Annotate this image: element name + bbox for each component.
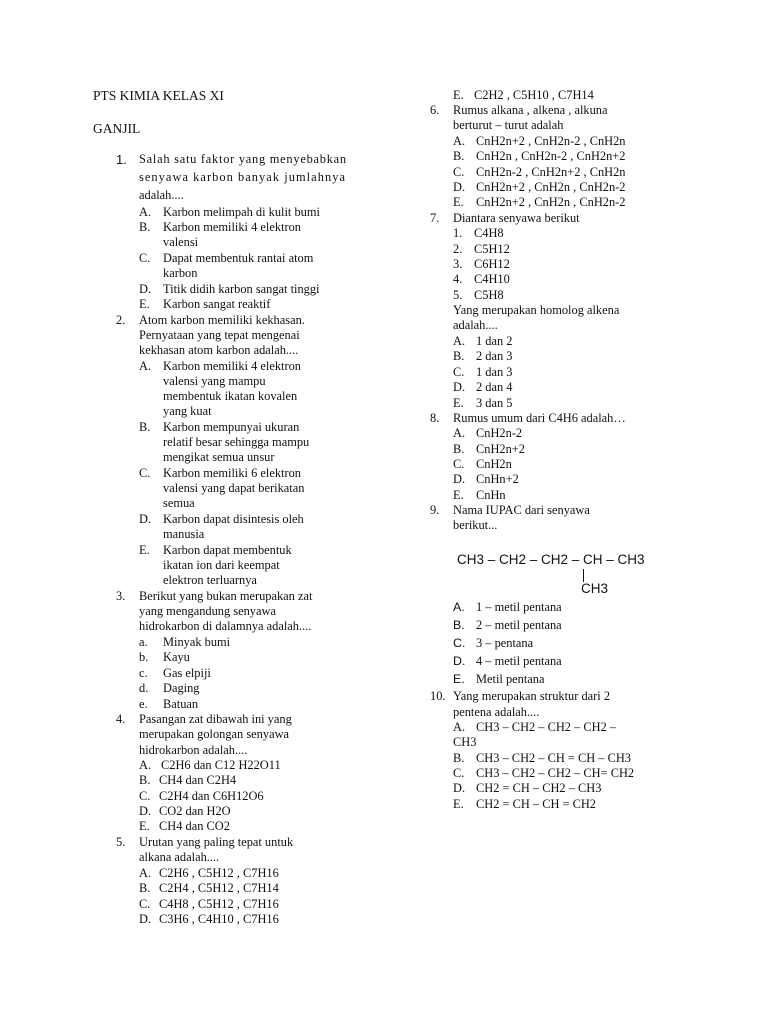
option-text: valensi bbox=[163, 235, 199, 249]
question-number: 8. bbox=[430, 411, 440, 425]
option-label: C. bbox=[453, 636, 466, 650]
option-text: valensi yang mampu bbox=[163, 374, 266, 388]
right-column bbox=[384, 0, 768, 1024]
option-label: D. bbox=[453, 472, 466, 486]
option-label: D. bbox=[453, 180, 466, 194]
option-label: A. bbox=[453, 334, 466, 348]
option-text: CnH2n+2 , CnH2n-2 , CnH2n bbox=[476, 134, 626, 148]
question-text: adalah.... bbox=[453, 318, 498, 332]
option-text: Titik didih karbon sangat tinggi bbox=[163, 282, 320, 296]
item-text: C6H12 bbox=[474, 257, 510, 271]
option-label: B. bbox=[453, 751, 465, 765]
question-text: berturut – turut adalah bbox=[453, 118, 564, 132]
option-label: A. bbox=[453, 600, 465, 614]
option-label: E. bbox=[139, 543, 150, 557]
item-text: C4H8 bbox=[474, 226, 504, 240]
question-text: yang mengandung senyawa bbox=[139, 604, 276, 618]
option-text: CnH2n , CnH2n-2 , CnH2n+2 bbox=[476, 149, 626, 163]
question-text: Diantara senyawa berikut bbox=[453, 211, 580, 225]
option-text: CnHn bbox=[476, 488, 506, 502]
branch-group: CH3 bbox=[581, 581, 609, 596]
question-number: 5. bbox=[116, 835, 126, 849]
option-text: 3 – pentana bbox=[476, 636, 534, 650]
option-label: C. bbox=[139, 789, 151, 803]
option-text: Gas elpiji bbox=[163, 666, 211, 680]
main-chain: CH3 – CH2 – CH2 – CH – CH3 bbox=[457, 552, 645, 567]
item-label: 5. bbox=[453, 288, 463, 302]
option-text: CnH2n-2 bbox=[476, 426, 523, 440]
question-number: 10. bbox=[430, 689, 446, 703]
option-label: d. bbox=[139, 681, 149, 695]
option-label: E. bbox=[453, 88, 464, 102]
option-text: C2H2 , C5H10 , C7H14 bbox=[474, 88, 594, 102]
question-number: 7. bbox=[430, 211, 440, 225]
question-text: Atom karbon memiliki kekhasan. bbox=[139, 313, 305, 327]
item-text: C5H8 bbox=[474, 288, 504, 302]
option-text: CH3 bbox=[453, 735, 477, 749]
item-text: C4H10 bbox=[474, 272, 510, 286]
option-label: D. bbox=[139, 282, 152, 296]
option-label: C. bbox=[139, 466, 151, 480]
item-label: 2. bbox=[453, 242, 463, 256]
option-text: C2H6 dan C12 H22O11 bbox=[161, 758, 281, 772]
page-title: PTS KIMIA KELAS XI bbox=[93, 88, 224, 103]
option-text: Minyak bumi bbox=[163, 635, 231, 649]
option-text: 2 dan 3 bbox=[476, 349, 513, 363]
option-label: B. bbox=[453, 349, 465, 363]
option-label: D. bbox=[453, 781, 466, 795]
option-text: CnH2n-2 , CnH2n+2 , CnH2n bbox=[476, 165, 626, 179]
option-text: CnH2n+2 , CnH2n , CnH2n-2 bbox=[476, 180, 626, 194]
option-text: CH4 dan C2H4 bbox=[159, 773, 237, 787]
option-label: B. bbox=[139, 773, 151, 787]
option-label: E. bbox=[453, 396, 464, 410]
page-subtitle: GANJIL bbox=[93, 121, 141, 136]
option-text: CH2 = CH – CH2 – CH3 bbox=[476, 781, 602, 795]
option-text: CH2 = CH – CH = CH2 bbox=[476, 797, 596, 811]
question-number: 4. bbox=[116, 712, 126, 726]
option-label: A. bbox=[139, 866, 152, 880]
question-text: Berikut yang bukan merupakan zat bbox=[139, 589, 313, 603]
question-text: Rumus umum dari C4H6 adalah… bbox=[453, 411, 626, 425]
option-text: C2H4 dan C6H12O6 bbox=[159, 789, 264, 803]
option-label: A. bbox=[453, 426, 466, 440]
question-text: senyawa karbon banyak jumlahnya bbox=[139, 170, 346, 184]
option-text: Karbon memiliki 4 elektron bbox=[163, 220, 301, 234]
option-label: C. bbox=[139, 251, 151, 265]
question-text: adalah.... bbox=[139, 188, 184, 202]
question-text: hidrokarbon adalah.... bbox=[139, 743, 248, 757]
option-label: C. bbox=[453, 766, 465, 780]
option-text: 3 dan 5 bbox=[476, 396, 513, 410]
question-text: Rumus alkana , alkena , alkuna bbox=[453, 103, 608, 117]
question-text: Pasangan zat dibawah ini yang bbox=[139, 712, 292, 726]
option-text: karbon bbox=[163, 266, 198, 280]
structural-formula bbox=[457, 552, 657, 602]
option-label: E. bbox=[453, 797, 464, 811]
option-text: Karbon memiliki 4 elektron bbox=[163, 359, 301, 373]
item-label: 3. bbox=[453, 257, 463, 271]
option-label: D. bbox=[139, 804, 152, 818]
option-text: Karbon melimpah di kulit bumi bbox=[163, 205, 320, 219]
question-number: 1. bbox=[116, 152, 127, 167]
option-label: B. bbox=[453, 618, 465, 632]
option-label: A. bbox=[453, 720, 466, 734]
option-label: a. bbox=[139, 635, 148, 649]
question-number: 3. bbox=[116, 589, 126, 603]
option-text: C4H8 , C5H12 , C7H16 bbox=[159, 897, 279, 911]
option-text: CH3 – CH2 – CH2 – CH= CH2 bbox=[476, 766, 635, 780]
option-label: D. bbox=[453, 654, 466, 668]
option-label: E. bbox=[139, 819, 150, 833]
option-label: c. bbox=[139, 666, 148, 680]
option-label: e. bbox=[139, 697, 148, 711]
question-text: Yang merupakan struktur dari 2 bbox=[453, 689, 611, 703]
question-text: Nama IUPAC dari senyawa bbox=[453, 503, 590, 517]
option-text: mengikat semua unsur bbox=[163, 450, 275, 464]
option-text: yang kuat bbox=[163, 404, 212, 418]
option-text: 1 – metil pentana bbox=[476, 600, 562, 614]
option-text: Karbon memiliki 6 elektron bbox=[163, 466, 301, 480]
option-label: E. bbox=[453, 672, 465, 686]
option-text: Karbon dapat membentuk bbox=[163, 543, 292, 557]
option-text: relatif besar sehingga mampu bbox=[163, 435, 310, 449]
option-text: C2H4 , C5H12 , C7H14 bbox=[159, 881, 279, 895]
question-text: Pernyataan yang tepat mengenai bbox=[139, 328, 300, 342]
question-text: Urutan yang paling tepat untuk bbox=[139, 835, 294, 849]
option-text: semua bbox=[163, 496, 195, 510]
option-text: 2 dan 4 bbox=[476, 380, 513, 394]
option-text: Dapat membentuk rantai atom bbox=[163, 251, 314, 265]
question-text: Yang merupakan homolog alkena bbox=[453, 303, 620, 317]
option-text: membentuk ikatan kovalen bbox=[163, 389, 298, 403]
option-text: 2 – metil pentana bbox=[476, 618, 562, 632]
question-text: kekhasan atom karbon adalah.... bbox=[139, 343, 299, 357]
option-label: A. bbox=[139, 205, 152, 219]
option-text: 1 dan 3 bbox=[476, 365, 513, 379]
option-text: 1 dan 2 bbox=[476, 334, 513, 348]
question-text: merupakan golongan senyawa bbox=[139, 727, 290, 741]
item-text: C5H12 bbox=[474, 242, 510, 256]
option-text: valensi yang dapat berikatan bbox=[163, 481, 305, 495]
option-label: D. bbox=[139, 512, 152, 526]
option-text: CnHn+2 bbox=[476, 472, 519, 486]
option-text: Metil pentana bbox=[476, 672, 545, 686]
option-label: C. bbox=[453, 165, 465, 179]
item-label: 1. bbox=[453, 226, 463, 240]
option-label: B. bbox=[453, 149, 465, 163]
option-text: CnH2n bbox=[476, 457, 512, 471]
option-text: Daging bbox=[163, 681, 200, 695]
question-text: alkana adalah.... bbox=[139, 850, 220, 864]
option-text: CH3 – CH2 – CH = CH – CH3 bbox=[476, 751, 632, 765]
option-label: C. bbox=[453, 365, 465, 379]
question-text: berikut... bbox=[453, 518, 498, 532]
item-label: 4. bbox=[453, 272, 463, 286]
option-label: B. bbox=[139, 220, 151, 234]
option-text: elektron terluarnya bbox=[163, 573, 257, 587]
question-text: Salah satu faktor yang menyebabkan bbox=[139, 152, 347, 166]
option-label: E. bbox=[139, 297, 150, 311]
option-text: Karbon mempunyai ukuran bbox=[163, 420, 300, 434]
option-text: Karbon dapat disintesis oleh bbox=[163, 512, 304, 526]
question-number: 6. bbox=[430, 103, 440, 117]
option-label: b. bbox=[139, 650, 149, 664]
option-label: B. bbox=[139, 881, 151, 895]
option-label: D. bbox=[453, 380, 466, 394]
option-label: D. bbox=[139, 912, 152, 926]
question-text: hidrokarbon di dalamnya adalah.... bbox=[139, 619, 312, 633]
question-text: pentena adalah.... bbox=[453, 705, 540, 719]
option-label: A. bbox=[453, 134, 466, 148]
option-label: B. bbox=[139, 420, 151, 434]
option-label: B. bbox=[453, 442, 465, 456]
question-number: 2. bbox=[116, 313, 126, 327]
option-text: CH4 dan CO2 bbox=[159, 819, 230, 833]
option-label: C. bbox=[453, 457, 465, 471]
option-text: C2H6 , C5H12 , C7H16 bbox=[159, 866, 279, 880]
option-label: A. bbox=[139, 359, 152, 373]
option-text: C3H6 , C4H10 , C7H16 bbox=[159, 912, 279, 926]
option-text: 4 – metil pentana bbox=[476, 654, 562, 668]
option-text: CH3 – CH2 – CH2 – CH2 – bbox=[476, 720, 617, 734]
option-label: E. bbox=[453, 195, 464, 209]
question-number: 9. bbox=[430, 503, 440, 517]
option-text: CnH2n+2 , CnH2n , CnH2n-2 bbox=[476, 195, 626, 209]
option-text: CnH2n+2 bbox=[476, 442, 525, 456]
option-label: C. bbox=[139, 897, 151, 911]
option-text: ikatan ion dari keempat bbox=[163, 558, 280, 572]
option-text: Kayu bbox=[163, 650, 190, 664]
option-label: A. bbox=[139, 758, 152, 772]
option-text: manusia bbox=[163, 527, 205, 541]
option-text: Karbon sangat reaktif bbox=[163, 297, 271, 311]
option-label: E. bbox=[453, 488, 464, 502]
option-text: Batuan bbox=[163, 697, 199, 711]
option-text: CO2 dan H2O bbox=[159, 804, 231, 818]
